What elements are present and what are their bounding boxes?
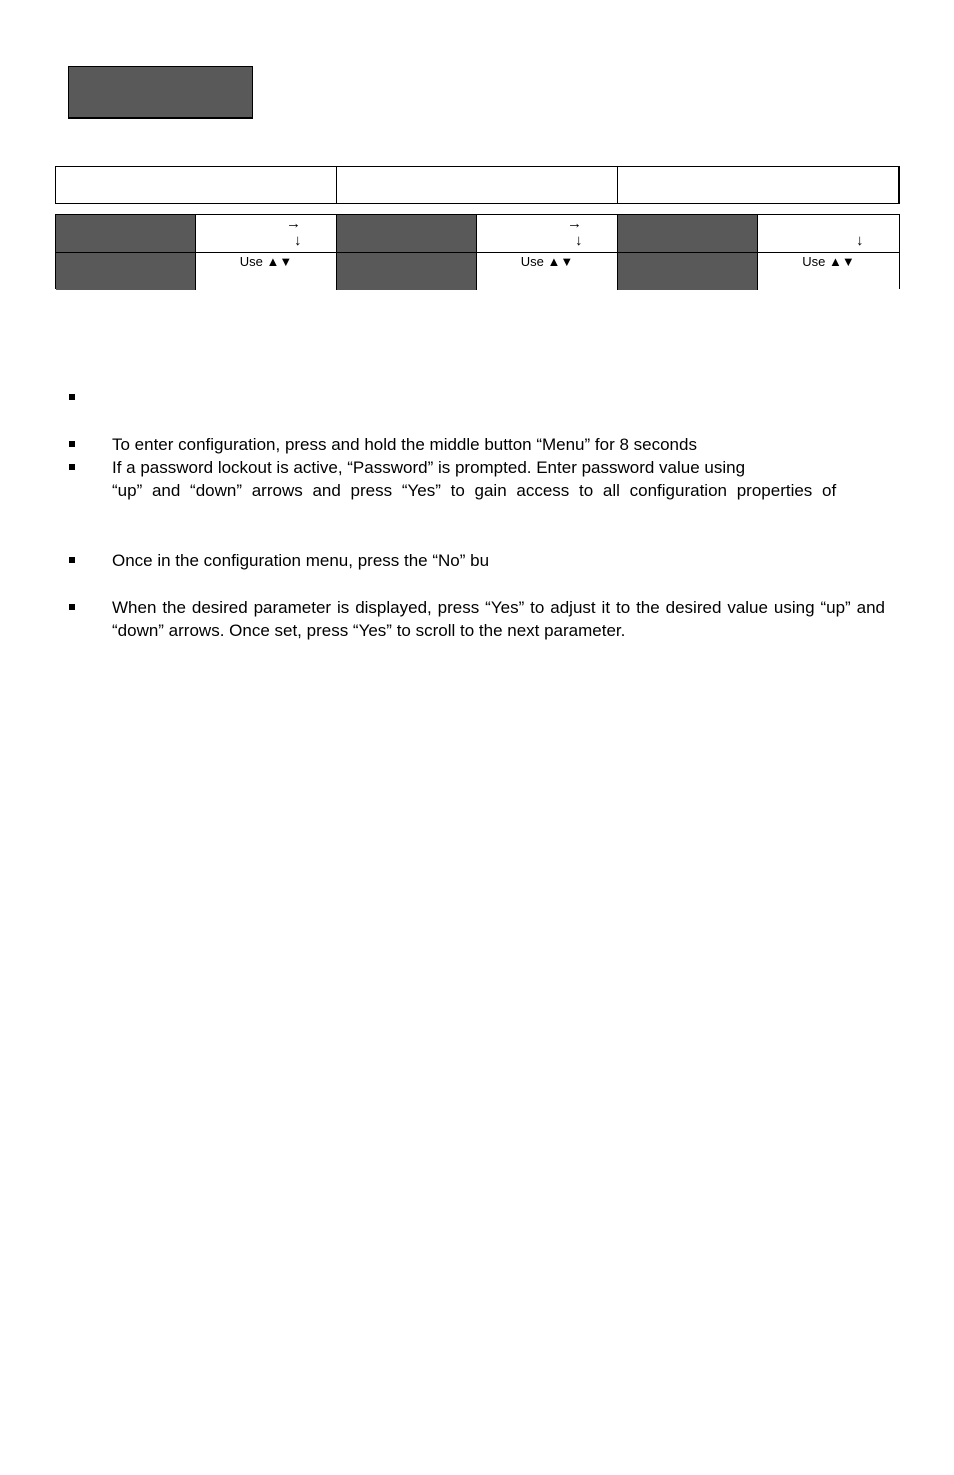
bullet-marker	[69, 557, 75, 563]
dark-cell	[56, 253, 196, 290]
top-table-cell	[337, 167, 618, 203]
dark-cell	[337, 253, 477, 290]
bullet-marker	[69, 441, 75, 447]
dark-cell	[56, 215, 196, 253]
dark-cell	[618, 253, 758, 290]
top-empty-table	[55, 166, 900, 204]
header-dark-block	[68, 66, 253, 119]
bullet-marker	[69, 464, 75, 470]
arrow-down-icon: ↓	[575, 232, 583, 249]
bullet-marker	[69, 604, 75, 610]
use-arrows-label: Use ▲▼	[239, 254, 293, 269]
bullet-text: To enter configuration, press and hold the middle button “Menu” for 8 seconds	[112, 435, 697, 454]
arrow-cell	[477, 215, 618, 253]
bullet-marker	[69, 394, 75, 400]
button-sequence-table	[55, 214, 900, 289]
bullet-text: If a password lockout is active, “Password” is prompted. Enter password value using	[112, 458, 746, 477]
arrow-down-icon: ↓	[294, 232, 302, 249]
use-arrows-label: Use ▲▼	[520, 254, 574, 269]
use-cell	[477, 253, 618, 290]
dark-cell	[618, 215, 758, 253]
top-table-cell	[56, 167, 337, 203]
use-cell	[196, 253, 337, 290]
arrow-cell	[196, 215, 337, 253]
arrow-cell	[758, 215, 899, 253]
use-arrows-label: Use ▲▼	[802, 254, 855, 269]
bullet-text: When the desired parameter is displayed, press “Yes” to adjust it to the desired value using “up” and “down” arrows. Once set, press “Yes” to scroll to the next parameter.	[112, 598, 885, 640]
use-cell	[758, 253, 899, 290]
bullet-text-continuation: “up” and “down” arrows and press “Yes” to gain access to all configuration properties of	[112, 481, 837, 500]
arrow-right-icon: →	[286, 215, 301, 232]
arrow-right-icon: →	[567, 215, 582, 232]
arrow-down-icon: ↓	[856, 232, 864, 249]
bullet-text: Once in the configuration menu, press the “No” bu	[112, 551, 490, 570]
dark-cell	[337, 215, 477, 253]
top-table-cell	[618, 167, 898, 203]
